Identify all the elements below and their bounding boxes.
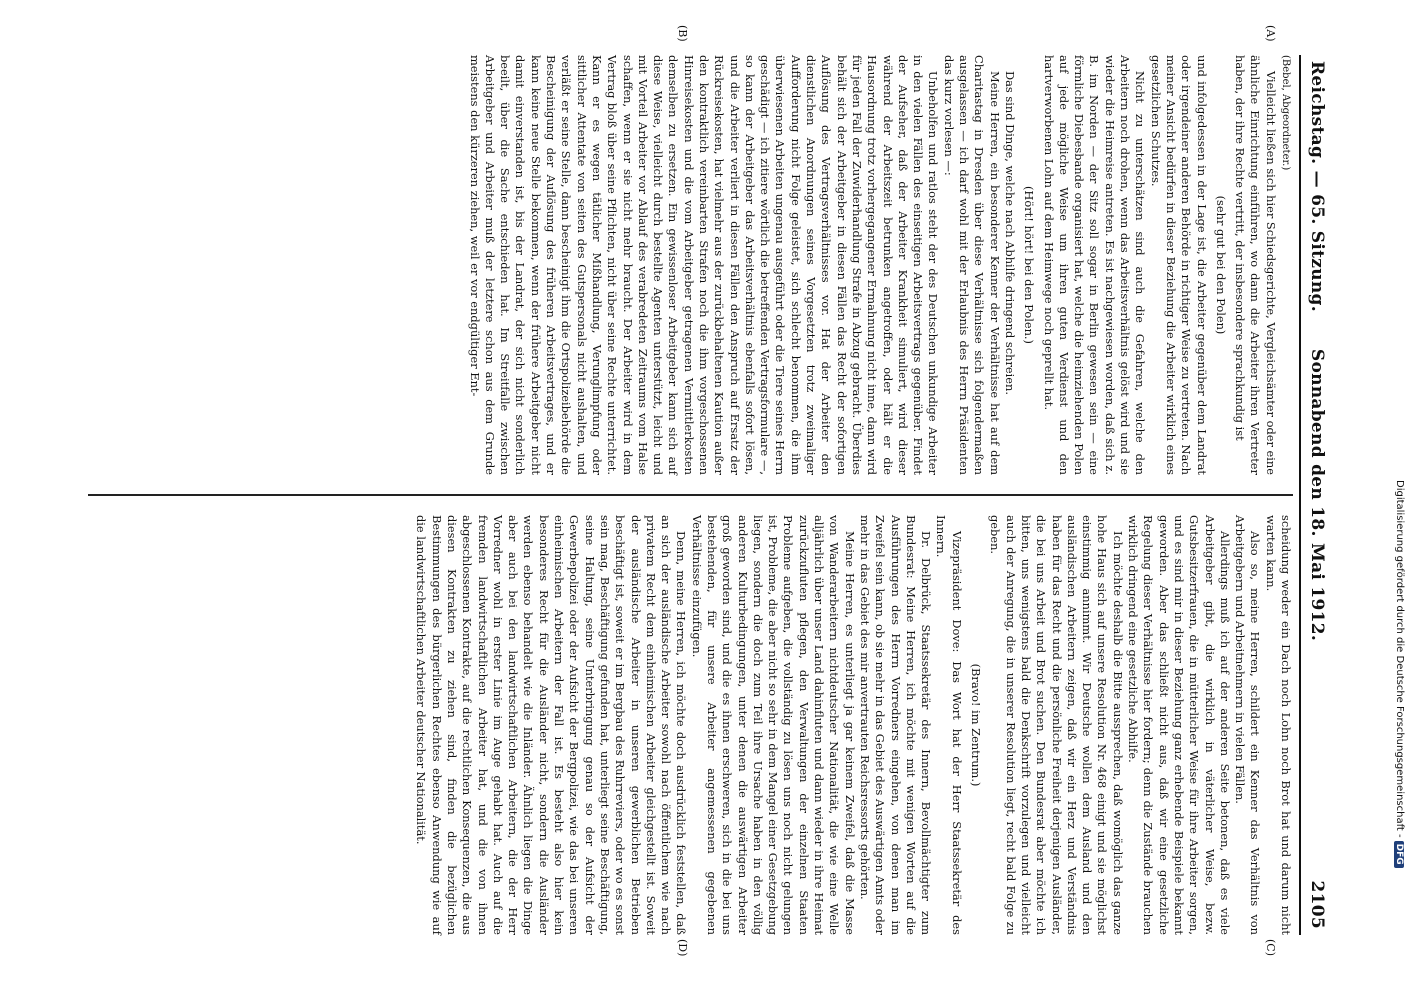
left-column [88, 55, 1293, 475]
quotation-paragraph: Unbeholfen und ratlos steht der des Deutschen unkundige Arbeiter in den vielen Fällen des einseitigen Arbeitsvertrags gegenüber. Findet der Aufseher, daß der Arbeiter Krankheit simuliert, wird dieser während der Arbeitszeit betrunken angetroffen, oder hält er die Hausordnung trotz vorhergegangener Ermahnung nicht inne, dann wird für jeden Fall der Zuwiderhandlung Strafe in Abzug gebracht. Überdies behält sich der Arbeitgeber in diesen Fällen das Recht der sofortigen Auflösung des Vertragsverhältnisses vor. Hat der Arbeiter den dienstlichen Anordnungen seines Vorgesetzten trotz zweimaliger Aufforderung nicht Folge geleistet, sich schlecht benommen, die ihm überwiesenen Arbeiten ungenau ausgeführt oder die Tiere seines Herrn geschädigt — ich zitiere wörtlich die betreffenden Vertragsformulare —, so kann der Arbeitgeber das Arbeitsverhältnis ebenfalls sofort lösen, und die Arbeiter verliert in diesen Fällen den Anspruch auf Ersatz der Rückreisekosten, hat vielmehr aus der zurückbehaltenen Kaution außer den kontraktlich vereinbarten Strafen noch die ihm vorgeschossenen Hinreisekosten und die vom Arbeitgeber getragenen Vermittlerkosten demselben zu ersetzen. Ein gewissenloser Arbeitgeber kann sich auf diese Weise, vielleicht durch bestellte Agenten unterstützt, leicht und mit Vorteil Arbeiter vor Ablauf des verabredeten Zeitraums vom Halse schaffen, wenn er sie nicht mehr braucht. Der Arbeiter wird in dem Vertrag bloß über seine Pflichten, nicht über seine Rechte unterrichtet. Kann er es wegen tätlicher Mißhandlung, Verunglimpfung oder sittlicher Attentate von seiten des Gutspersonals nicht aushalten, und verläßt er seine Stelle, dann bescheinigt ihm die Ortspolizeibehörde die Bescheinigung der Auflösung des früheren Arbeitsvertrages, und er kann keine neue Stelle bekommen, wenn der frühere Arbeitgeber nicht damit einverstanden ist, bis der Landrat, der sich nicht sonderlich beeilt, über die Sache entschieden hat. Im Streitfalle zwischen Arbeitgeber und Arbeiter muß der letztere schon aus dem Grunde meistens den kürzeren ziehen, weil er vor endgültiger Ent- [467, 55, 941, 475]
header-session: Reichstag. — 65. Sitzung. [1307, 61, 1327, 312]
paragraph: und infolgedessen in der Lage ist, die Arbeiter gegenüber dem Landrat oder irgendeiner anderen Behörde in richtiger Weise zu vertreten. Nach meiner Ansicht bedürfen in dieser Beziehung die Arbeiter wirklich eines gesetzlichen Schutzes. [1148, 55, 1209, 475]
speaker-paragraph: Vizepräsident Dove: Das Wort hat der Herr Staatssekretär des Innern. [934, 515, 964, 935]
document-page [69, 25, 1329, 957]
margin-marker-b: (B) [676, 25, 689, 42]
margin-marker-a: (A) [1264, 25, 1277, 42]
interjection: (sehr gut bei den Polen) [1213, 195, 1228, 335]
right-column [88, 515, 1293, 935]
interjection: (Hört! hört! bei den Polen.) [1022, 185, 1037, 344]
paragraph: scheidung weder ein Dach noch Lohn noch Brot hat und darum nicht warten kann. [1263, 515, 1293, 935]
paragraph: Nicht zu unterschätzen sind auch die Gefahren, welche den Arbeitern noch drohen, wenn das Arbeitsverhältnis gelöst wird und sie wieder die Heimreise antreten. Es ist nachgewiesen worden, daß sich z. B. im Norden — der Sitz soll sogar in Berlin gewesen sein — eine förmliche Diebesbande organisiert hat, welche die heimziehenden Polen auf jede mögliche Weise um ihren guten Verdienst und den hartverworbenen Lohn auf dem Heimwege noch geprellt hat. [1041, 55, 1148, 475]
paragraph: Ich möchte deshalb die Bitte aussprechen, daß womöglich das ganze hohe Haus sich auf unsere Resolution Nr. 468 einigt und sie möglichst einstimmig annimmt. Wir Deutsche wollen dem Ausland und den ausländischen Arbeitern zeigen, daß wir ein Herz und Verständnis haben für das Recht und die persönliche Freiheit derjenigen Ausländer, die bei uns Arbeit und Brot suchen. Den Bundesrat aber möchte ich bitten, uns wenigstens bald die Denkschrift vorzulegen und vielleicht auch der Anregung, die in unserer Resolution liegt, recht bald Folge zu geben. [988, 515, 1125, 935]
paragraph: Das sind Dinge, welche nach Abhilfe dringend schreien. [1002, 71, 1017, 395]
dfg-logo: DFG [1394, 841, 1404, 868]
margin-marker-c: (C) [1264, 939, 1277, 956]
header-rule [1299, 55, 1301, 935]
paragraph: Also so, meine Herren, schildert ein Kenner das Verhältnis von Arbeitgebern und Arbeitnehmern in vielen Fällen. [1233, 515, 1263, 935]
page-header [1303, 55, 1329, 935]
margin-marker-d: (D) [676, 939, 689, 957]
digitization-credit [1387, 480, 1405, 1000]
paragraph: Meine Herren, ein besonderer Kenner der Verhältnisse hat auf dem Charitastag in Dresden über diese Verhältnisse sich folgendermaßen ausgelassen — ich darf wohl mit der Erlaubnis des Herrn Präsidenten das kurz vorlesen —: [941, 55, 1002, 475]
credit-text: Digitalisierung gefördert durch die Deutsche Forschungsgemeinschaft - [1394, 480, 1405, 838]
speaker-paragraph: Dr. Delbrück, Staatssekretär des Innern, Bevollmächtigter zum Bundesrat: Meine Herren, ich möchte mit wenigen Worten auf die Ausführungen des Herrn Vorredners eingehen, von denen man im Zweifel sein kann, ob sie mehr in das Gebiet des Auswärtigen Amts oder mehr in das Gebiet des mir anvertrauten Reichsressorts gehörten. [857, 515, 934, 935]
paragraph: Vielleicht ließen sich hier Schiedsgerichte, Vergleichsämter oder eine ähnliche Einrichtung einführen, wo dann die Arbeiter ihren Vertreter haben, der ihre Rechte vertritt, der insbesondere sprachkundig ist [1233, 55, 1278, 476]
paragraph: Meine Herren, es unterliegt ja gar keinem Zweifel, daß die Masse von Wanderarbeitern nichtdeutscher Nationalität, die wie eine Welle alljährlich über unser Land dahinfluten und dann wieder in ihre Heimat zurückzufluten pflegen, den Verwaltungen der einzelnen Staaten Probleme aufgeben, die vollständig zu lösen uns noch nicht gelungen ist, Probleme, die aber nicht so sehr in dem Mangel einer Gesetzgebung liegen, sondern die doch zum Teil ihre Ursache haben in den völlig anderen Kulturbedingungen, unter denen die auswärtigen Arbeiter groß geworden sind, und die es ihnen erschweren, sich in die bei uns bestehenden, für unsere Arbeiter angemessenen gegebenen Verhältnisse einzufügen. [689, 515, 857, 935]
header-date: Sonnabend den 18. Mai 1912. [1307, 348, 1327, 642]
paragraph: Allerdings muß ich auf der anderen Seite betonen, daß es viele Arbeitgeber gibt, die wirklich in väterlicher Weise, bezw. Gutsbesitzerfrauen, die in mütterlicher Weise für ihre Arbeiter sorgen, und es sind mir in dieser Beziehung ganz erhebende Beispiele bekannt geworden. Aber das schließt nicht aus, daß wir eine gesetzliche Regelung dieser Verhältnisse hier fordern; denn die Zustände brauchen wirklich dringend eine gesetzliche Abhilfe. [1126, 515, 1232, 935]
page-number: 2105 [1307, 880, 1327, 929]
interjection: (Bravo! im Zentrum.) [969, 663, 984, 787]
paragraph: Denn, meine Herren, ich möchte doch ausdrücklich feststellen, daß an sich der ausländische Arbeiter sowohl nach öffentlichem wie nach privatem Recht dem einheimischen Arbeiter gleichgestellt ist. Soweit der ausländische Arbeiter in unseren gewerblichen Betrieben beschäftigt ist, soweit er im Bergbau des Ruhrreviers, oder wo es sonst sein mag, Beschäftigung gefunden hat, unterliegt seine Beschäftigung, seine Haltung, seine Unterbringung genau so der Aufsicht der Gewerbepolizei oder der Aufsicht der Bergpolizei, wie das bei unseren einheimischen Arbeitern der Fall ist. Es besteht also hier kein besonderes Recht für die Ausländer nicht, sondern die Ausländer werden ebenso behandelt wie die Inländer. Ähnlich liegen die Dinge aber auch bei den landwirtschaftlichen Arbeitern, die der Herr Vorredner wohl in erster Linie im Auge gehabt hat. Auch auf die fremden landwirtschaftlichen Arbeiter hat, und die von ihnen abgeschlossenen Kontrakte, auf die rechtlichen Konsequenzen, die aus diesen Kontrakten zu ziehen sind, finden die bezüglichen Bestimmungen des bürgerlichen Rechtes ebenso Anwendung wie auf die landwirtschaftlichen Arbeiter deutscher Nationalität. [414, 515, 689, 935]
column-divider [88, 494, 1293, 496]
speaker-line: (Bebel, Abgeordneter.) [1280, 55, 1291, 171]
